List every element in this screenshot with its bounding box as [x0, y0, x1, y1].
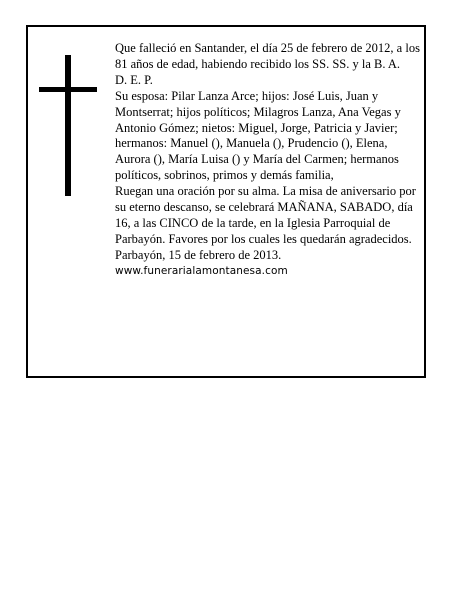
- notice-text: [115, 41, 423, 280]
- notice-request: Ruegan una oración por su alma. La misa de aniversario por su eterno descanso, se celebrará MAÑANA, SABADO, día 16, a las CINCO de la tarde, en la Iglesia Parroquial de Parbayón. Favores por los cuales les quedarán agradecidos.: [115, 184, 416, 246]
- notice-family: Su esposa: Pilar Lanza Arce; hijos: José Luis, Juan y Montserrat; hijos políticos; Milagros Lanza, Ana Vegas y Antonio Gómez; nietos: Miguel, Jorge, Patricia y Javier; hermanos: Manuel (), Manuela (), Prudencio (), Elena, Aurora (), María Luisa () y María del Carmen; hermanos políticos, sobrinos, primos y demás familia,: [115, 88, 401, 183]
- funeral-home-website: www.funerarialamontanesa.com: [115, 264, 288, 277]
- notice-dep: D. E. P.: [115, 72, 153, 87]
- obituary-notice: [26, 25, 426, 378]
- cross-horizontal-bar: [39, 87, 97, 92]
- cross-vertical-bar: [65, 55, 71, 196]
- notice-place-date: Parbayón, 15 de febrero de 2013.: [115, 247, 282, 262]
- notice-intro: Que falleció en Santander, el día 25 de febrero de 2012, a los 81 años de edad, habiendo recibido los SS. SS. y la B. A.: [115, 41, 420, 71]
- cross-icon: [39, 55, 97, 196]
